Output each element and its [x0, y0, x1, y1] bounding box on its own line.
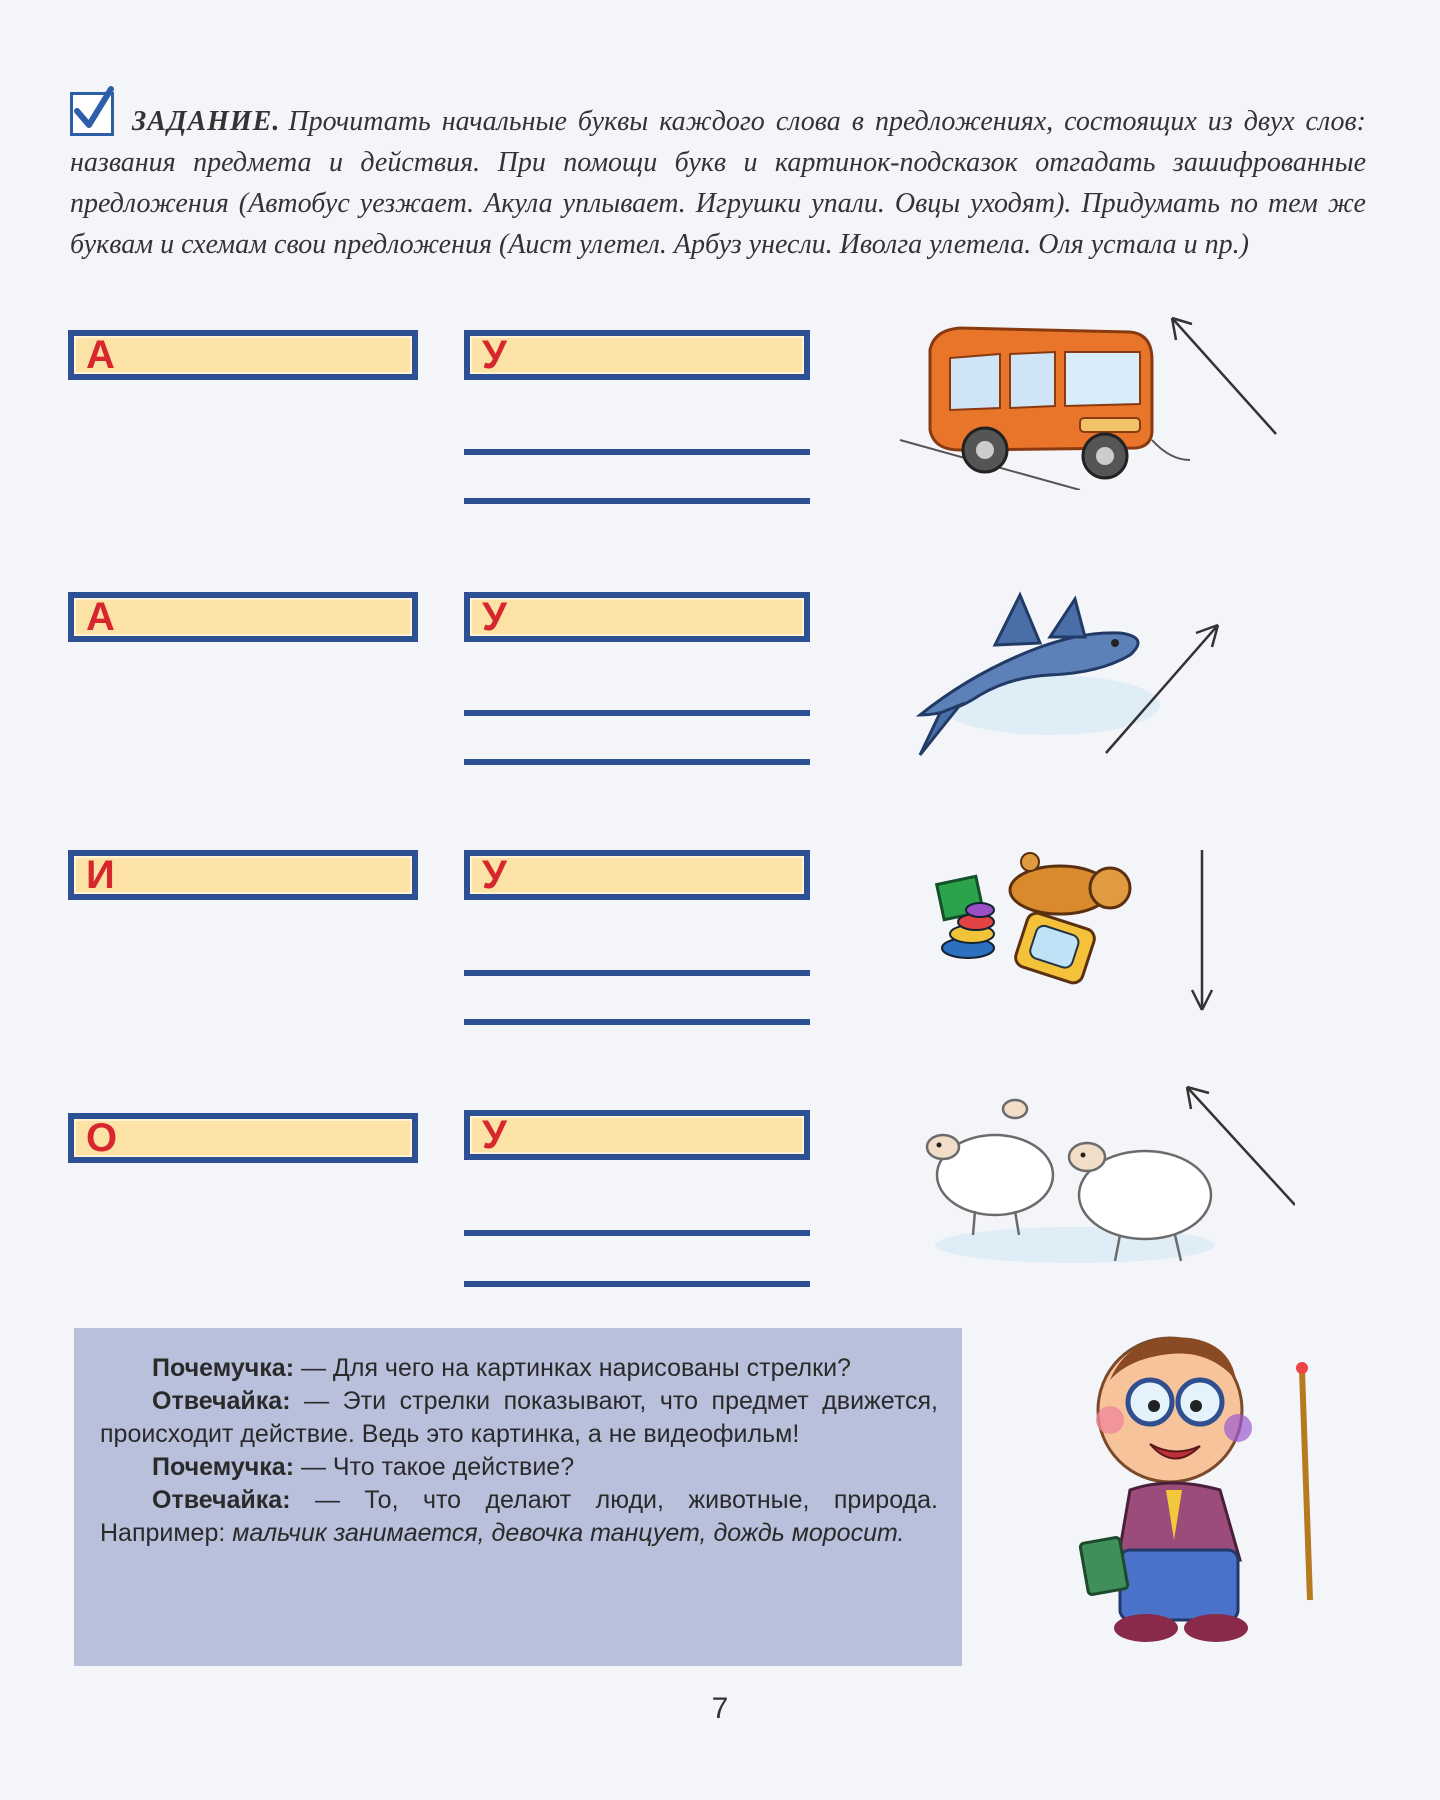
toys-icon: [920, 850, 1220, 1030]
task-instructions: [70, 92, 1366, 265]
letter-box-row3-first[interactable]: [68, 850, 418, 900]
write-line[interactable]: [464, 710, 810, 716]
dialog-a2: — То, что делают люди, животные, природа. Например:: [100, 1486, 938, 1547]
dialog-line-4: [100, 1484, 938, 1550]
letter: У: [482, 595, 507, 639]
dialog-a2-example: мальчик занимается, девочка танцует, дождь моросит.: [232, 1519, 905, 1547]
write-line[interactable]: [464, 1230, 810, 1236]
letter: А: [86, 595, 115, 639]
letter: А: [86, 333, 115, 377]
letter-box-row2-second[interactable]: [464, 592, 810, 642]
write-line[interactable]: [464, 970, 810, 976]
checkmark-icon: [71, 85, 115, 133]
dialog-a1: — Эти стрелки показывают, что предмет движется, происходит действие. Ведь это картинка, а не видеофильм!: [100, 1387, 938, 1448]
letter: У: [482, 1113, 507, 1157]
task-text: Прочитать начальные буквы каждого слова в предложениях, состоящих из двух слов: названия предмета и действия. При помощи букв и картинок-подсказок отгадать зашифрованные предложения (Автобус уезжает. Акула уплывает. Игрушки упали. Овцы уходят). Придумать по тем же буквам и схемам свои предложения (Аист улетел. Арбуз унесли. Иволга улетела. Оля устала и пр.): [70, 106, 1366, 260]
letter-box-row1-second[interactable]: [464, 330, 810, 380]
letter-box-row2-first[interactable]: [68, 592, 418, 642]
shark-icon: [900, 585, 1230, 765]
letter-box-row4-second[interactable]: [464, 1110, 810, 1160]
dialog-line-1: [100, 1352, 938, 1385]
write-line[interactable]: [464, 449, 810, 455]
bus-icon: [890, 310, 1290, 490]
letter: У: [482, 333, 507, 377]
speaker-pochemuchka: Почемучка:: [152, 1453, 295, 1481]
write-line[interactable]: [464, 498, 810, 504]
dialog-q1: — Для чего на картинках нарисованы стрелки?: [294, 1354, 851, 1382]
boy-character-icon: [1070, 1310, 1360, 1650]
task-label: ЗАДАНИЕ.: [132, 106, 281, 137]
speaker-otvechaika: Отвечайка:: [152, 1486, 291, 1514]
letter-box-row4-first[interactable]: [68, 1113, 418, 1163]
letter: И: [86, 853, 115, 897]
write-line[interactable]: [464, 1281, 810, 1287]
write-line[interactable]: [464, 1019, 810, 1025]
speaker-otvechaika: Отвечайка:: [152, 1387, 291, 1415]
dialog-text: [100, 1352, 938, 1550]
dialog-box: [74, 1328, 962, 1666]
speaker-pochemuchka: Почемучка:: [152, 1354, 295, 1382]
checkbox-icon: [70, 92, 114, 136]
write-line[interactable]: [464, 759, 810, 765]
letter: О: [86, 1116, 118, 1160]
dialog-line-3: [100, 1451, 938, 1484]
letter: У: [482, 853, 507, 897]
letter-box-row3-second[interactable]: [464, 850, 810, 900]
letter-box-row1-first[interactable]: [68, 330, 418, 380]
dialog-line-2: [100, 1385, 938, 1451]
sheep-icon: [915, 1085, 1295, 1275]
page-number: 7: [711, 1692, 729, 1725]
dialog-q2: — Что такое действие?: [294, 1453, 575, 1481]
